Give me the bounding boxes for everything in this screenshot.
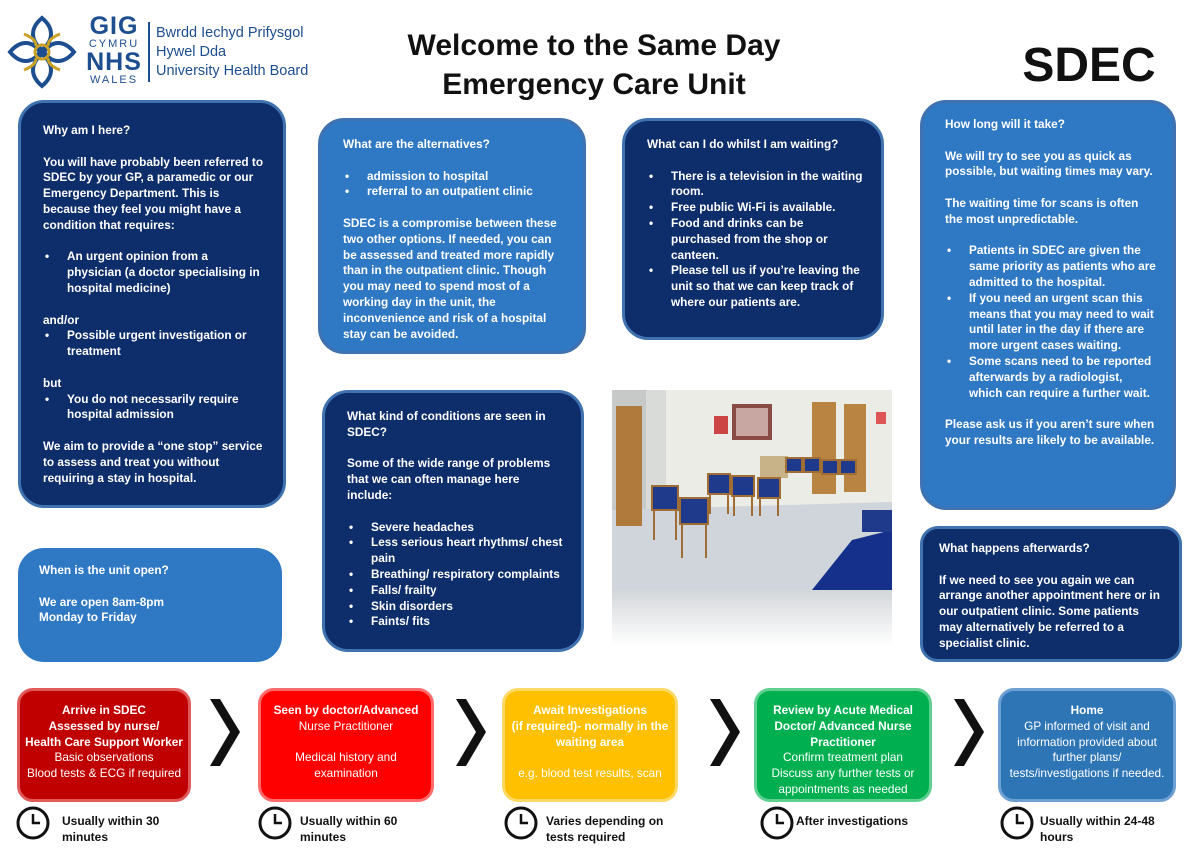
- step-seen-title-1: Seen by doctor/Advanced: [273, 703, 419, 717]
- step-home-text-3: further plans/: [1052, 750, 1122, 765]
- alternatives-panel: [318, 118, 586, 354]
- condition-item: • Falls/ frailty: [347, 583, 563, 599]
- opening-hours-line-2: Monday to Friday: [39, 610, 137, 625]
- org-line-1: Bwrdd Iechyd Prifysgol: [156, 25, 304, 41]
- step-arrive: [17, 688, 191, 802]
- opening-hours-line-1: We are open 8am-8pm: [39, 594, 165, 609]
- waiting-heading: What can I do whilst I am waiting?: [647, 137, 839, 151]
- step-await-title-3: waiting area: [555, 734, 625, 749]
- chevron-right-icon: [706, 695, 744, 770]
- condition-item: • Less serious heart rhythms/ chest pain: [347, 535, 563, 567]
- how-long-item: • If you need an urgent scan this means that you may need to wait until later in the day if there are more urgent cases waiting.: [945, 291, 1157, 354]
- clock-icon: [760, 806, 794, 840]
- alternatives-body: SDEC is a compromise between these two other options. If needed, you can be assessed and treated more rapidly than in the outpatient clinic. Though you may need to spend most of a working day in the unit, the inconvenience and risk of a hospital stay can be avoided.: [343, 215, 557, 341]
- step-home-time: Usually within 24-48 hours: [1040, 814, 1155, 844]
- how-long-p3: Please ask us if you aren’t sure when your results are likely to be available.: [945, 417, 1155, 447]
- organisation-name: [156, 24, 308, 81]
- chevron-right-icon: [452, 695, 490, 770]
- step-home: [998, 688, 1176, 802]
- how-long-panel: [920, 100, 1176, 510]
- logo-cymru: CYMRU: [88, 38, 140, 50]
- afterwards-heading: What happens afterwards?: [939, 541, 1090, 555]
- chevron-right-icon: [950, 695, 988, 770]
- why-here-heading: Why am I here?: [43, 123, 131, 137]
- nhs-wales-wordmark: [84, 14, 144, 86]
- why-here-outro: We aim to provide a “one stop” service to assess and treat you without requiring a stay in hospital.: [43, 438, 263, 485]
- clock-icon: [504, 806, 538, 840]
- step-seen-time: Usually within 60 minutes: [300, 814, 398, 844]
- step-await-title-1: Await Investigations: [533, 703, 647, 717]
- step-review: [754, 688, 932, 802]
- why-here-bullet: • Possible urgent investigation or treatment: [43, 328, 265, 360]
- how-long-p2: The waiting time for scans is often the most unpredictable.: [945, 195, 1139, 226]
- why-here-but: but: [43, 375, 62, 390]
- step-review-title-3: Practitioner: [810, 734, 876, 749]
- clock-icon: [16, 806, 50, 840]
- step-home-text-2: information provided about: [1017, 734, 1157, 749]
- step-seen-by-doctor: [258, 688, 434, 802]
- why-here-panel: [18, 100, 286, 508]
- waiting-item: • Free public Wi-Fi is available.: [647, 200, 863, 216]
- condition-item: • Skin disorders: [347, 599, 563, 615]
- conditions-intro: Some of the wide range of problems that we can often manage here include:: [347, 456, 551, 502]
- why-here-intro: You will have probably been referred to SDEC by your GP, a paramedic or our Emergency Department. This is because they feel you might have a condition that requires:: [43, 154, 264, 232]
- step-home-text-4: tests/investigations if needed.: [1009, 766, 1165, 781]
- logo-nhs: NHS: [86, 48, 142, 76]
- page-title: [360, 26, 828, 104]
- step-arrive-text-1: Basic observations: [54, 750, 154, 765]
- step-await-time: Varies depending on tests required: [546, 814, 664, 844]
- why-here-andor: and/or: [43, 312, 80, 327]
- alternatives-heading: What are the alternatives?: [343, 137, 490, 151]
- opening-hours-panel: [18, 548, 282, 662]
- step-review-time: After investigations: [796, 814, 909, 828]
- step-seen-text-1: Medical history and: [295, 750, 397, 765]
- step-review-text-1: Confirm treatment plan: [783, 750, 903, 765]
- step-arrive-title-3: Health Care Support Worker: [25, 734, 183, 749]
- org-line-2: Hywel Dda: [156, 44, 227, 60]
- waiting-item: • There is a television in the waiting room.: [647, 169, 863, 201]
- step-review-text-3: appointments as needed: [778, 781, 908, 796]
- health-board-emblem: [6, 12, 78, 92]
- clock-icon: [258, 806, 292, 840]
- alternative-item: • admission to hospital: [343, 169, 563, 185]
- step-review-title-2: Doctor/ Advanced Nurse: [774, 718, 912, 733]
- org-line-3: University Health Board: [156, 63, 309, 79]
- how-long-p1: We will try to see you as quick as possible, but waiting times may vary.: [945, 148, 1153, 179]
- conditions-heading: What kind of conditions are seen in SDEC?: [347, 409, 546, 439]
- condition-item: • Breathing/ respiratory complaints: [347, 567, 563, 583]
- step-home-title: Home: [1070, 703, 1104, 717]
- step-arrive-title-1: Arrive in SDEC: [62, 703, 146, 717]
- title-line-2: Emergency Care Unit: [442, 68, 746, 101]
- waiting-item: • Food and drinks can be purchased from the shop or canteen.: [647, 216, 863, 263]
- step-arrive-title-2: Assessed by nurse/: [48, 718, 160, 733]
- afterwards-body: If we need to see you again we can arrange another appointment here or in our outpatient clinic. Some patients may alternatively be referred to a specialist clinic.: [939, 572, 1160, 650]
- step-await-investigations: [502, 688, 678, 802]
- chevron-right-icon: [206, 695, 244, 770]
- logo-divider: [148, 22, 150, 82]
- step-arrive-time: Usually within 30 minutes: [62, 814, 160, 844]
- step-review-title-1: Review by Acute Medical: [773, 703, 913, 717]
- why-here-bullet: • An urgent opinion from a physician (a doctor specialising in hospital medicine): [43, 249, 265, 296]
- step-await-title-2: (if required)- normally in the: [511, 718, 669, 733]
- step-await-text-1: e.g. blood test results, scan: [518, 766, 662, 781]
- condition-item: • Severe headaches: [347, 520, 563, 536]
- step-seen-title-2: Nurse Practitioner: [298, 718, 394, 733]
- condition-item: • Faints/ fits: [347, 614, 563, 630]
- afterwards-panel: [920, 526, 1182, 662]
- conditions-panel: [322, 390, 584, 652]
- photo-reflection: [612, 590, 892, 646]
- step-review-text-2: Discuss any further tests or: [771, 766, 915, 781]
- waiting-room-photo: [612, 390, 892, 590]
- waiting-item: • Please tell us if you’re leaving the unit so that we can keep track of where our patients are.: [647, 263, 863, 310]
- step-arrive-text-2: Blood tests & ECG if required: [26, 766, 182, 781]
- alternative-item: • referral to an outpatient clinic: [343, 184, 563, 200]
- waiting-panel: [622, 118, 884, 340]
- logo-wales: WALES: [89, 74, 139, 86]
- step-home-text-1: GP informed of visit and: [1024, 718, 1150, 733]
- logo-gig: GIG: [89, 12, 139, 40]
- how-long-heading: How long will it take?: [945, 117, 1065, 131]
- step-seen-text-2: examination: [314, 766, 378, 781]
- how-long-item: • Some scans need to be reported afterwards by a radiologist, which can require a further wait.: [945, 354, 1157, 401]
- clock-icon: [1000, 806, 1034, 840]
- sdec-badge: SDEC: [1022, 39, 1156, 92]
- opening-hours-heading: When is the unit open?: [39, 563, 169, 577]
- how-long-item: • Patients in SDEC are given the same priority as patients who are admitted to the hospital.: [945, 243, 1157, 290]
- why-here-bullet: • You do not necessarily require hospital admission: [43, 392, 265, 424]
- title-line-1: Welcome to the Same Day: [407, 29, 781, 62]
